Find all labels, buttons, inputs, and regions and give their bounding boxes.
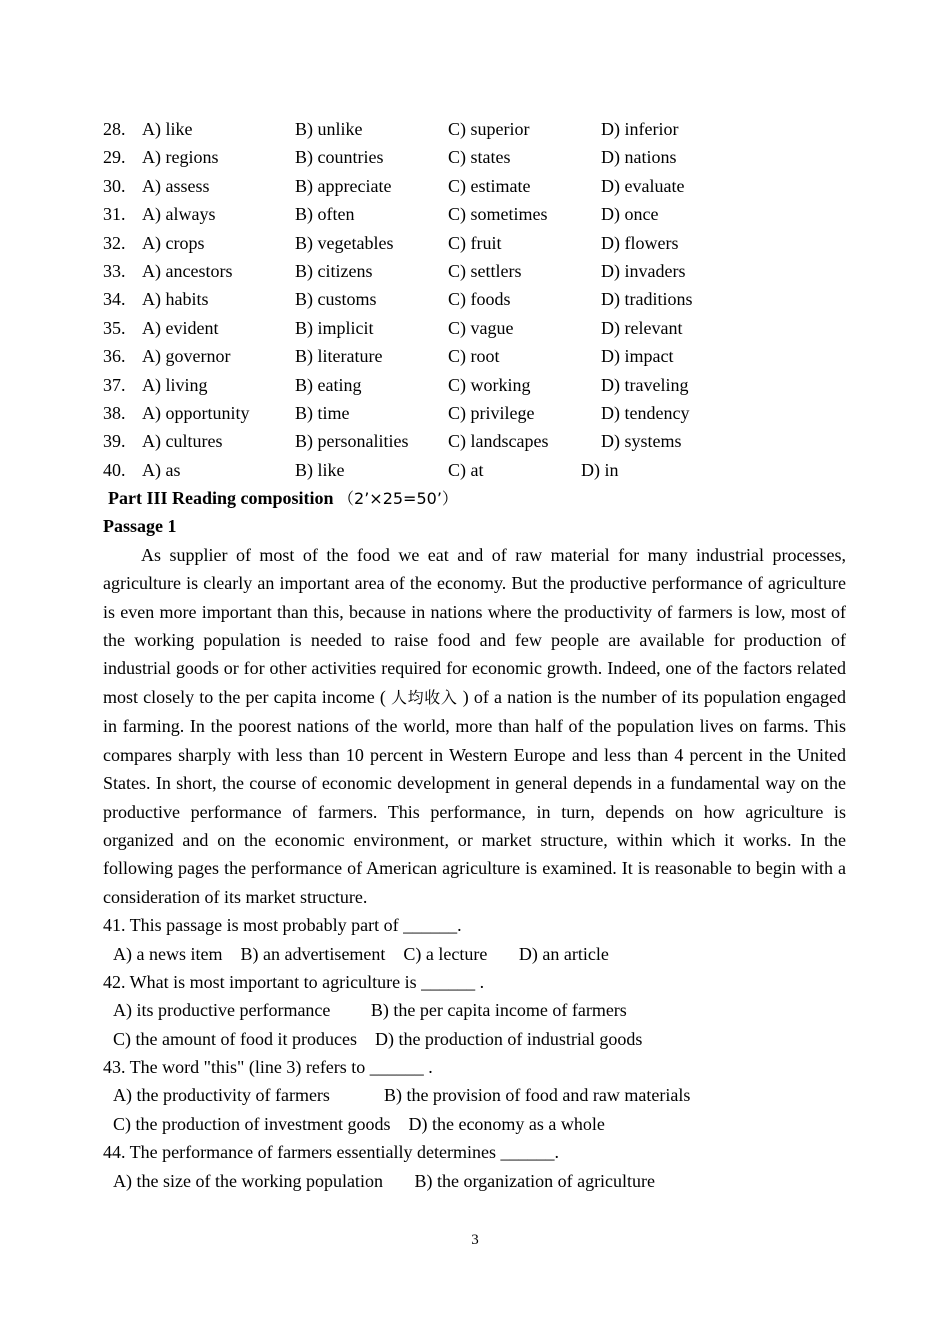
choice-c: C) the production of investment goods (113, 1113, 391, 1134)
option-d: D) systems (601, 431, 682, 452)
page-number: 3 (471, 1232, 479, 1248)
option-b: B) vegetables (295, 232, 394, 253)
item-number: 38. (103, 402, 126, 423)
option-c: C) working (448, 374, 531, 395)
option-b: B) personalities (295, 431, 409, 452)
choice-b: B) the provision of food and raw materials (383, 1085, 691, 1106)
vocab-item-40 (103, 456, 846, 484)
question-44 (103, 1138, 846, 1195)
option-a: A) habits (142, 289, 209, 310)
item-number: 37. (103, 374, 126, 395)
option-c: C) states (448, 147, 511, 168)
option-a: A) always (142, 204, 216, 225)
part-score: （2’×25=50’） (338, 489, 458, 509)
option-b: B) countries (295, 147, 384, 168)
option-c: C) landscapes (448, 431, 549, 452)
passage-title: Passage 1 (103, 516, 177, 537)
option-d: D) flowers (601, 232, 679, 253)
choice-a: A) the size of the working population (113, 1170, 383, 1191)
item-number: 40. (103, 459, 126, 480)
question-43 (103, 1053, 846, 1138)
vocab-item-36 (103, 342, 846, 370)
option-a: A) as (142, 459, 181, 480)
option-a: A) opportunity (142, 402, 250, 423)
item-number: 32. (103, 232, 126, 253)
item-number: 31. (103, 204, 126, 225)
vocab-item-35 (103, 314, 846, 342)
option-c: C) fruit (448, 232, 502, 253)
option-a: A) like (142, 119, 193, 139)
item-number: 35. (103, 317, 126, 338)
option-a: A) assess (142, 175, 210, 196)
option-d: D) in (581, 459, 619, 480)
option-c: C) superior (448, 119, 530, 139)
item-number: 29. (103, 147, 126, 168)
vocab-item-31 (103, 200, 846, 228)
choice-b: B) the per capita income of farmers (370, 1000, 627, 1021)
part-title: Part III Reading composition (108, 488, 334, 509)
option-a: A) evident (142, 317, 219, 338)
exam-page (103, 115, 846, 1195)
option-b: B) time (295, 402, 350, 423)
choice-line (103, 1110, 846, 1138)
item-number: 28. (103, 119, 126, 139)
item-number: 30. (103, 175, 126, 196)
choice-a: A) its productive performance (113, 1000, 331, 1021)
option-d: D) evaluate (601, 175, 685, 196)
passage-text (103, 541, 846, 911)
option-b: B) appreciate (295, 175, 392, 196)
option-d: D) invaders (601, 260, 686, 281)
choice-d: D) the production of industrial goods (374, 1028, 643, 1049)
question-41 (103, 911, 846, 968)
vocab-item-29 (103, 143, 846, 171)
choice-c: C) a lecture (403, 943, 488, 964)
vocab-item-37 (103, 371, 846, 399)
option-b: B) unlike (295, 119, 363, 139)
vocab-item-39 (103, 427, 846, 455)
option-d: D) impact (601, 346, 674, 367)
choice-line (103, 1025, 846, 1053)
option-d: D) inferior (601, 119, 679, 139)
passage-cjk-term: 人均收入 (391, 687, 458, 707)
item-number: 33. (103, 260, 126, 281)
option-b: B) often (295, 204, 355, 225)
question-stem: 43. The word "this" (line 3) refers to ______ . (103, 1057, 433, 1078)
option-d: D) once (601, 204, 659, 225)
question-stem: 42. What is most important to agriculture is ______ . (103, 971, 485, 992)
option-d: D) nations (601, 147, 677, 168)
vocab-options-list (103, 115, 846, 484)
vocab-item-34 (103, 285, 846, 313)
option-c: C) foods (448, 289, 511, 310)
question-stem: 44. The performance of farmers essentially determines ______. (103, 1142, 560, 1163)
choice-a: A) the productivity of farmers (113, 1085, 330, 1106)
part-heading (103, 484, 846, 512)
option-a: A) cultures (142, 431, 223, 452)
option-c: C) at (448, 459, 484, 480)
option-c: C) privilege (448, 402, 535, 423)
option-d: D) tendency (601, 402, 690, 423)
choice-line (103, 1167, 846, 1195)
choice-line (103, 996, 846, 1024)
option-b: B) customs (295, 289, 377, 310)
choice-b: B) an advertisement (240, 943, 386, 964)
option-c: C) root (448, 346, 500, 367)
option-a: A) living (142, 374, 208, 395)
vocab-item-33 (103, 257, 846, 285)
question-42 (103, 968, 846, 1053)
option-b: B) implicit (295, 317, 374, 338)
question-stem: 41. This passage is most probably part of ______. (103, 915, 462, 936)
option-a: A) governor (142, 346, 231, 367)
option-b: B) eating (295, 374, 362, 395)
option-a: A) ancestors (142, 260, 233, 281)
option-a: A) crops (142, 232, 205, 253)
option-d: D) relevant (601, 317, 683, 338)
choice-a: A) a news item (113, 943, 223, 964)
choice-d: D) the economy as a whole (408, 1113, 605, 1134)
option-c: C) estimate (448, 175, 531, 196)
option-b: B) like (295, 459, 345, 480)
item-number: 36. (103, 346, 126, 367)
passage-text-part-1: As supplier of most of the food we eat and of raw material for many industrial processes, agriculture is clearly an important area of the economy. But the productive performance of agriculture is even more important than this, because in nations where the productivity of farmers is low, most of the working population is needed to raise food and few people are available for production of industrial goods or for other activities required for economic growth. Indeed, one of the factors related most closely to the per capita income ( (103, 544, 846, 707)
option-b: B) citizens (295, 260, 373, 281)
option-a: A) regions (142, 147, 219, 168)
option-b: B) literature (295, 346, 383, 367)
choice-d: D) an article (518, 943, 609, 964)
option-c: C) vague (448, 317, 514, 338)
option-c: C) sometimes (448, 204, 548, 225)
choice-c: C) the amount of food it produces (113, 1028, 357, 1049)
passage-text-part-2: ) of a nation is the number of its population engaged in farming. In the poorest nations of the world, more than half of the population lives on farms. This compares sharply with less than 10 percent in Western Europe and less than 4 percent in the United States. In short, the course of economic development in general depends in a fundamental way on the productive performance of farmers. This performance, in turn, depends on how agriculture is organized and on the economic environment, or market structure, within which it works. In the following pages the performance of American agriculture is examined. It is reasonable to begin with a consideration of its market structure. (103, 686, 846, 907)
option-d: D) traveling (601, 374, 689, 395)
vocab-item-32 (103, 229, 846, 257)
choice-line (103, 940, 846, 968)
option-d: D) traditions (601, 289, 693, 310)
item-number: 39. (103, 431, 126, 452)
vocab-item-38 (103, 399, 846, 427)
item-number: 34. (103, 289, 126, 310)
choice-b: B) the organization of agriculture (414, 1170, 656, 1191)
option-c: C) settlers (448, 260, 522, 281)
choice-line (103, 1081, 846, 1109)
vocab-item-30 (103, 172, 846, 200)
vocab-item-28 (103, 115, 846, 143)
